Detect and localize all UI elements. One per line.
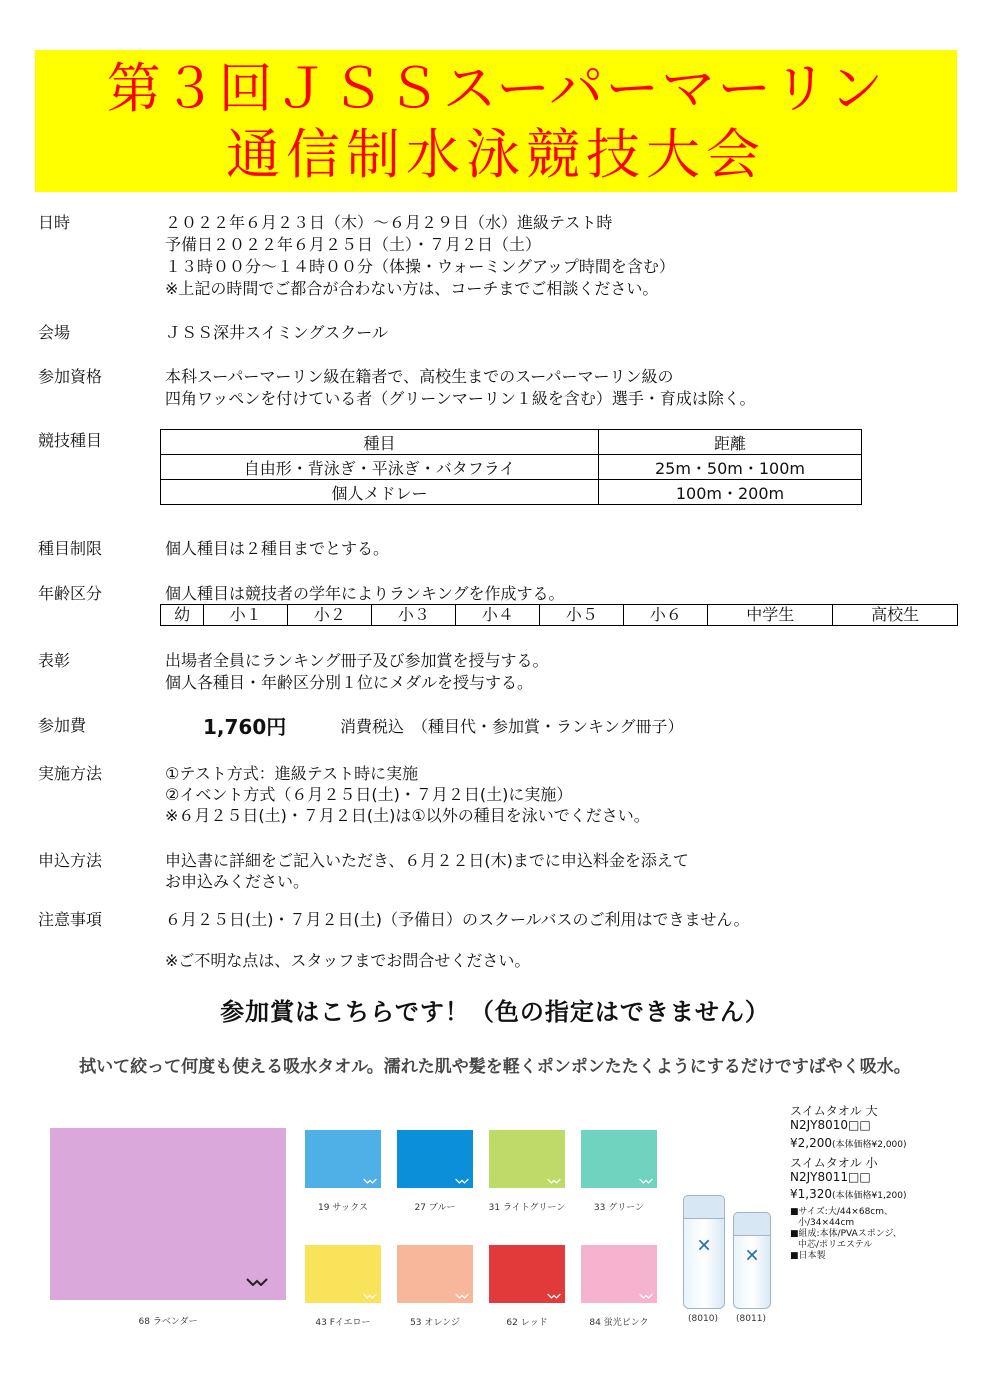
age-grades-table <box>160 604 958 626</box>
venue-label: 会場 <box>38 323 71 342</box>
bottle-cap <box>683 1195 725 1219</box>
towel-swatch-caption: 31 ライトグリーン <box>488 1203 566 1213</box>
towel-swatch-caption: 62 レッド <box>506 1318 548 1328</box>
grade-cell: 小５ <box>540 605 624 626</box>
grade-cell: 小２ <box>288 605 372 626</box>
age-text: 個人種目は競技者の学年によりランキングを作成する。 <box>165 584 565 603</box>
towel-swatch <box>305 1245 381 1303</box>
grade-cell: 小６ <box>624 605 708 626</box>
runbird-logo-icon <box>363 1178 377 1184</box>
runbird-logo-icon <box>547 1178 561 1184</box>
grade-cell: 高校生 <box>833 605 958 626</box>
towel-swatch <box>397 1245 473 1303</box>
grade-cell: 小１ <box>204 605 288 626</box>
bottle-large <box>683 1195 725 1309</box>
title-line-2: 通信制水泳競技大会 <box>226 123 766 186</box>
bottle-small-caption: (8011) <box>736 1314 766 1324</box>
eligibility-line-1: 本科スーパーマーリン級在籍者で、高校生までのスーパーマーリン級の <box>165 367 674 386</box>
method-label: 実施方法 <box>38 764 103 783</box>
runbird-logo-icon <box>639 1293 653 1299</box>
fee-amount: 1,760円 <box>203 715 287 739</box>
date-line-3: １３時００分～１４時００分（体操・ウォーミングアップ時間を含む） <box>165 257 675 276</box>
towel-swatch <box>305 1130 381 1188</box>
eligibility-line-2: 四角ワッペンを付けている者（グリーンマーリン１級を含む）選手・育成は除く。 <box>165 389 756 408</box>
events-table <box>160 429 862 505</box>
lavender-caption: 68 ラベンダー <box>138 1317 198 1327</box>
product-spec: 中芯/ポリエステル <box>798 1240 873 1250</box>
towel-swatch <box>581 1130 657 1188</box>
bottle-large-caption: (8010) <box>688 1314 718 1324</box>
towel-swatch-caption: 43 Fイエロー <box>315 1318 371 1328</box>
towel-swatch-caption: 84 蛍光ピンク <box>589 1318 649 1328</box>
runbird-logo-icon <box>246 1278 268 1286</box>
venue-text: ＪＳＳ深井スイミングスクール <box>165 323 388 342</box>
fee-label: 参加費 <box>38 716 87 735</box>
award-line-2: 個人各種目・年齢区分別１位にメダルを授与する。 <box>165 673 534 692</box>
age-label: 年齢区分 <box>38 584 103 603</box>
grade-cell: 小３ <box>372 605 456 626</box>
grade-cell: 小４ <box>456 605 540 626</box>
towel-swatch <box>397 1130 473 1188</box>
runbird-logo-icon <box>639 1178 653 1184</box>
runbird-logo-icon <box>363 1293 377 1299</box>
towel-swatch-caption: 19 サックス <box>317 1203 369 1213</box>
events-header-kind: 種目 <box>161 430 599 455</box>
runbird-logo-icon <box>455 1178 469 1184</box>
method-line-1: ①テスト方式：進級テスト時に実施 <box>165 764 419 783</box>
runbird-logo-icon <box>455 1293 469 1299</box>
table-row <box>161 605 958 626</box>
towel-swatch-caption: 53 オレンジ <box>410 1318 460 1328</box>
product-price-small: ¥1,320(本体価格¥1,200) <box>790 1187 907 1201</box>
towel-swatch <box>489 1245 565 1303</box>
method-line-2: ②イベント方式（６月２５日(土)・７月２日(土)に実施） <box>165 785 573 804</box>
events-header-distance: 距離 <box>599 430 862 455</box>
product-spec: 小/34×44cm <box>798 1218 855 1228</box>
product-code-large: N2JY8010□□ <box>790 1118 871 1132</box>
events-label: 競技種目 <box>38 431 103 450</box>
runbird-logo-icon <box>547 1293 561 1299</box>
product-name-large: スイムタオル 大 <box>790 1104 878 1118</box>
product-spec: ■組成:本体/PVAスポンジ、 <box>790 1229 902 1239</box>
notes-line-2: ※ご不明な点は、スタッフまでお問合せください。 <box>165 951 531 970</box>
events-header-row <box>161 430 862 455</box>
product-code-small: N2JY8011□□ <box>790 1170 871 1184</box>
date-line-4: ※上記の時間でご都合が合わない方は、コーチまでご相談ください。 <box>165 279 659 298</box>
towel-swatch-caption: 27 ブルー <box>414 1203 456 1213</box>
mizuno-logo-icon: ✕ <box>744 1245 760 1267</box>
prize-subtitle: 拭いて絞って何度も使える吸水タオル。濡れた肌や髪を軽くポンポンたたくようにするだけですばやく吸水。 <box>79 1057 911 1077</box>
product-spec: ■日本製 <box>790 1251 826 1261</box>
table-row <box>161 480 862 505</box>
award-label: 表彰 <box>38 651 71 670</box>
limit-text: 個人種目は２種目までとする。 <box>165 539 390 558</box>
lavender-towel-swatch <box>50 1128 286 1300</box>
grade-cell: 幼 <box>161 605 204 626</box>
award-line-1: 出場者全員にランキング冊子及び参加賞を授与する。 <box>165 651 549 670</box>
date-line-1: ２０２２年６月２３日（木）～６月２９日（水）進級テスト時 <box>165 213 613 232</box>
event-distance: 25m・50m・100m <box>599 455 862 480</box>
mizuno-logo-icon: ✕ <box>696 1235 712 1257</box>
bottle-cap <box>733 1212 771 1236</box>
product-price-large: ¥2,200(本体価格¥2,000) <box>790 1136 907 1150</box>
notes-line-1: ６月２５日(土)・７月２日(土)（予備日）のスクールバスのご利用はできません。 <box>165 910 750 929</box>
apply-line-1: 申込書に詳細をご記入いただき、６月２２日(木)までに申込料金を添えて <box>165 851 689 870</box>
towel-swatch <box>581 1245 657 1303</box>
title-line-1: 第３回ＪＳＳスーパーマーリン <box>106 57 886 120</box>
towel-swatch-caption: 33 グリーン <box>593 1203 645 1213</box>
apply-line-2: お申込みください。 <box>165 872 310 891</box>
method-line-3: ※６月２５日(土)・７月２日(土)は①以外の種目を泳いでください。 <box>165 806 650 825</box>
apply-label: 申込方法 <box>38 851 103 870</box>
date-label: 日時 <box>38 213 71 232</box>
event-kind: 自由形・背泳ぎ・平泳ぎ・バタフライ <box>161 455 599 480</box>
product-spec: ■サイズ:大/44×68cm、 <box>790 1207 894 1217</box>
prize-heading: 参加賞はこちらです！（色の指定はできません） <box>220 998 770 1026</box>
grade-cell: 中学生 <box>708 605 833 626</box>
event-distance: 100m・200m <box>599 480 862 505</box>
limit-label: 種目制限 <box>38 539 103 558</box>
eligibility-label: 参加資格 <box>38 367 103 386</box>
notes-label: 注意事項 <box>38 910 103 929</box>
bottle-small <box>733 1212 771 1309</box>
product-name-small: スイムタオル 小 <box>790 1156 878 1170</box>
fee-note: 消費税込 （種目代・参加賞・ランキング冊子） <box>340 717 684 736</box>
towel-swatch <box>489 1130 565 1188</box>
date-line-2: 予備日２０２２年６月２５日（土）・７月２日（土） <box>165 235 542 254</box>
event-kind: 個人メドレー <box>161 480 599 505</box>
title-banner <box>35 50 957 192</box>
table-row <box>161 455 862 480</box>
